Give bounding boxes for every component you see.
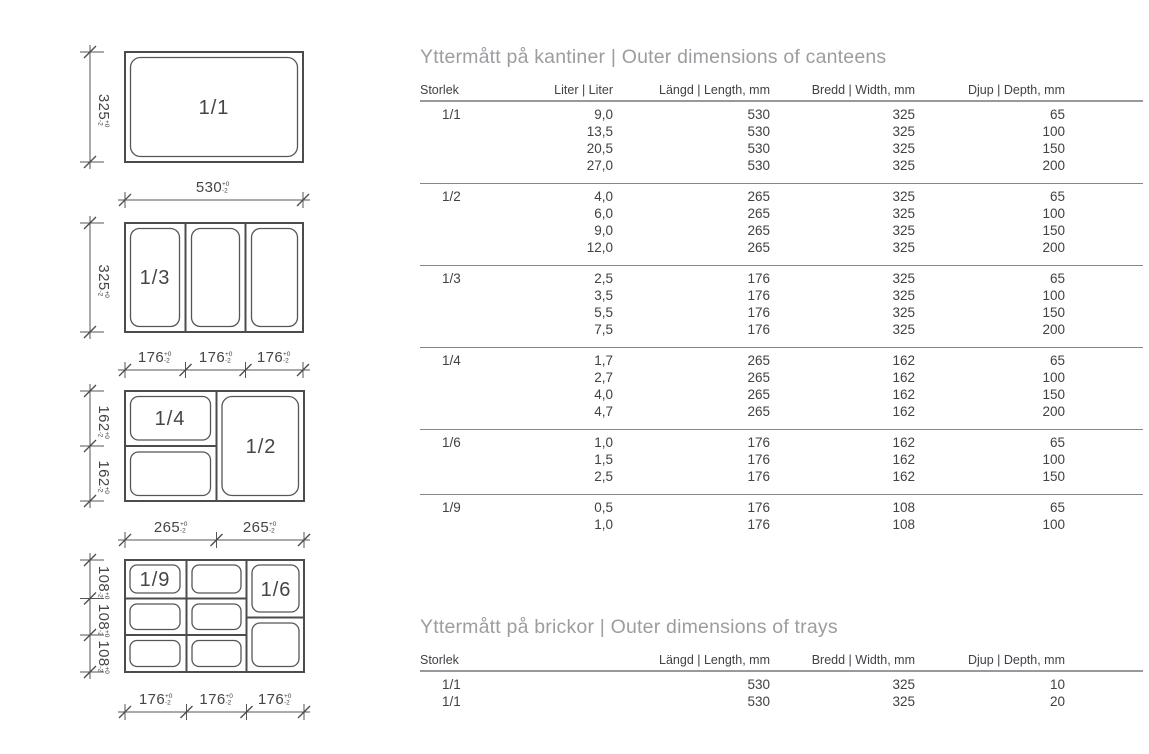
value-cell: 1,5: [594, 452, 613, 467]
value-cell: 13,5: [586, 124, 613, 139]
value-cell: 162: [892, 387, 915, 402]
row-filler: [1065, 266, 1143, 288]
value-cell: 325: [892, 240, 915, 255]
value-cell: 20: [1049, 694, 1065, 709]
value-cell: 265: [747, 223, 770, 238]
dim-label-width: 176: [256, 349, 284, 366]
table-header-row: [420, 70, 1143, 101]
size-cell: [420, 123, 495, 140]
dim-tolerance: +0 -2: [269, 521, 277, 535]
pan-inner-rim: [192, 565, 241, 593]
dim-tolerance: +0-2: [96, 592, 110, 600]
value-cell: 100: [1042, 206, 1065, 221]
height-dimension-162x2: [80, 384, 112, 508]
pan-diagram-1-1: [80, 45, 310, 208]
pan-inner-rim: [252, 623, 299, 667]
trays-dimensions-table: [420, 640, 1143, 719]
value-cell: 108: [892, 517, 915, 532]
table-row: [420, 184, 1143, 206]
row-filler: [1065, 348, 1143, 370]
table-row: [420, 348, 1143, 370]
value-cell: 265: [747, 240, 770, 255]
row-filler: [1065, 671, 1143, 693]
width-dimension-530: [118, 179, 310, 208]
dim-label-width: 176: [137, 349, 165, 366]
table-row: [420, 239, 1143, 266]
row-filler: [1065, 369, 1143, 386]
header-filler: [1065, 640, 1143, 671]
value-cell: 530: [747, 124, 770, 139]
row-filler: [1065, 101, 1143, 123]
value-cell: 176: [747, 500, 770, 515]
table-row: [420, 287, 1143, 304]
value-cell: 265: [747, 370, 770, 385]
value-cell: 150: [1042, 305, 1065, 320]
table-row: [420, 386, 1143, 403]
dim-label-width: 176: [138, 691, 166, 708]
size-cell: [420, 321, 495, 348]
table-row: [420, 140, 1143, 157]
table-header-row: [420, 640, 1143, 671]
dim-label-width: 176: [257, 691, 285, 708]
value-cell: 0,5: [594, 500, 613, 515]
pan-label-1-4: 1/4: [154, 408, 186, 430]
table-row: [420, 403, 1143, 430]
value-cell: 1,7: [594, 353, 613, 368]
column-header: Liter | Liter: [495, 70, 613, 101]
row-filler: [1065, 140, 1143, 157]
trays-section-title: Yttermått på brickor | Outer dimensions of trays: [420, 616, 838, 638]
value-cell: 65: [1049, 107, 1065, 122]
row-filler: [1065, 693, 1143, 719]
value-cell: 7,5: [594, 322, 613, 337]
value-cell: 100: [1042, 124, 1065, 139]
dim-tolerance: +0 -2: [225, 351, 233, 365]
value-cell: 200: [1042, 158, 1065, 173]
size-cell: [420, 304, 495, 321]
value-cell: 530: [747, 677, 770, 692]
dim-tolerance: +0 -2: [222, 181, 230, 195]
value-cell: 100: [1042, 452, 1065, 467]
value-cell: 6,0: [594, 206, 613, 221]
table-row: [420, 101, 1143, 123]
size-group-4: [420, 430, 1143, 495]
column-header: Längd | Length, mm: [495, 640, 770, 671]
value-cell: 3,5: [594, 288, 613, 303]
row-filler: [1065, 184, 1143, 206]
height-dimension-325: [80, 45, 112, 169]
pan-inner-rim: [252, 229, 298, 327]
size-cell: [420, 369, 495, 386]
pan-label-1-1: 1/1: [198, 97, 230, 119]
row-filler: [1065, 516, 1143, 542]
column-header: Storlek: [420, 640, 495, 671]
value-cell: 200: [1042, 404, 1065, 419]
size-cell: [420, 386, 495, 403]
size-cell: [420, 287, 495, 304]
value-cell: 162: [892, 353, 915, 368]
row-filler: [1065, 287, 1143, 304]
value-cell: 325: [892, 189, 915, 204]
value-cell: 10: [1049, 677, 1065, 692]
value-cell: 4,0: [594, 387, 613, 402]
value-cell: 530: [747, 694, 770, 709]
dim-tolerance: +0-2: [96, 120, 110, 128]
size-cell: 1/3: [442, 271, 461, 286]
row-filler: [1065, 321, 1143, 348]
column-header: Bredd | Width, mm: [770, 640, 915, 671]
width-dimension-176x3: [118, 349, 310, 378]
width-dimension-265x2: [118, 519, 310, 548]
value-cell: 200: [1042, 240, 1065, 255]
value-cell: 65: [1049, 189, 1065, 204]
size-cell: [420, 239, 495, 266]
table-row: [420, 430, 1143, 452]
size-group-3: [420, 348, 1143, 430]
value-cell: 150: [1042, 469, 1065, 484]
value-cell: 12,0: [586, 240, 613, 255]
row-filler: [1065, 123, 1143, 140]
dim-tolerance: +0-2: [96, 290, 110, 298]
value-cell: 325: [892, 677, 915, 692]
size-cell: 1/2: [442, 189, 461, 204]
table-row: [420, 451, 1143, 468]
pan-diagram-1-3: [80, 216, 310, 378]
value-cell: 176: [747, 288, 770, 303]
canteens-section: [420, 46, 1143, 542]
dim-tolerance: +0-2: [96, 666, 110, 674]
dim-tolerance: +0 -2: [225, 693, 233, 707]
value-cell: 325: [892, 158, 915, 173]
pan-label-1-2: 1/2: [245, 436, 277, 458]
dim-tolerance: +0-2: [96, 630, 110, 638]
pan-inner-rim: [192, 229, 240, 327]
value-cell: 200: [1042, 322, 1065, 337]
value-cell: 265: [747, 387, 770, 402]
size-cell: 1/6: [442, 435, 461, 450]
size-cell: [420, 205, 495, 222]
dim-tolerance: +0 -2: [165, 693, 173, 707]
pan-inner-rim: [131, 452, 211, 496]
column-header: Bredd | Width, mm: [770, 70, 915, 101]
size-cell: 1/1: [442, 107, 461, 122]
size-group-0: [420, 101, 1143, 184]
table-row: [420, 468, 1143, 495]
column-header: Storlek: [420, 70, 495, 101]
value-cell: 65: [1049, 271, 1065, 286]
value-cell: 176: [747, 517, 770, 532]
value-cell: 325: [892, 107, 915, 122]
value-cell: 2,5: [594, 469, 613, 484]
pan-label-1-9: 1/9: [139, 569, 171, 591]
pan-inner-rim: [130, 604, 180, 630]
value-cell: 100: [1042, 288, 1065, 303]
pan-diagram-1-9-1-6: [80, 553, 310, 720]
value-cell: 325: [892, 305, 915, 320]
dim-tolerance: +0 -2: [164, 351, 172, 365]
canteens-table-head: [420, 70, 1143, 101]
table-row: [420, 369, 1143, 386]
row-filler: [1065, 403, 1143, 430]
value-cell: 265: [747, 353, 770, 368]
value-cell: 530: [747, 107, 770, 122]
value-cell: 9,0: [594, 107, 613, 122]
value-cell: 150: [1042, 141, 1065, 156]
size-group-1: [420, 184, 1143, 266]
value-cell: 530: [747, 141, 770, 156]
value-cell: 150: [1042, 223, 1065, 238]
value-cell: 176: [747, 435, 770, 450]
height-dimension-108x3: [80, 553, 112, 679]
size-group-2: [420, 266, 1143, 348]
value-cell: 162: [892, 469, 915, 484]
value-cell: 325: [892, 288, 915, 303]
size-cell: 1/9: [442, 500, 461, 515]
dim-label-width: 265: [153, 519, 181, 536]
dim-label-height: 108: [95, 603, 112, 631]
size-cell: [420, 157, 495, 184]
column-header: Djup | Depth, mm: [915, 70, 1065, 101]
value-cell: 65: [1049, 353, 1065, 368]
value-cell: 325: [892, 223, 915, 238]
value-cell: 325: [892, 141, 915, 156]
size-cell: [420, 140, 495, 157]
value-cell: 4,7: [594, 404, 613, 419]
canteens-section-title: Yttermått på kantiner | Outer dimensions of canteens: [420, 46, 887, 68]
pan-inner-rim: [192, 604, 241, 630]
value-cell: 176: [747, 322, 770, 337]
table-row: [420, 157, 1143, 184]
value-cell: 176: [747, 305, 770, 320]
value-cell: 100: [1042, 517, 1065, 532]
value-cell: 162: [892, 452, 915, 467]
size-cell: [420, 222, 495, 239]
value-cell: 325: [892, 206, 915, 221]
row-filler: [1065, 205, 1143, 222]
dim-label-height: 108: [95, 640, 112, 667]
dim-label-width: 176: [199, 691, 226, 708]
column-header: Djup | Depth, mm: [915, 640, 1065, 671]
row-filler: [1065, 222, 1143, 239]
column-header: Längd | Length, mm: [613, 70, 770, 101]
table-row: [420, 321, 1143, 348]
value-cell: 65: [1049, 500, 1065, 515]
row-filler: [1065, 157, 1143, 184]
dim-label-height: 162: [95, 405, 112, 432]
row-filler: [1065, 239, 1143, 266]
dim-label-width: 530: [195, 179, 223, 196]
dim-label-height: 162: [95, 460, 112, 487]
row-filler: [1065, 304, 1143, 321]
table-row: [420, 693, 1143, 719]
value-cell: 1,0: [594, 435, 613, 450]
dim-label-height: 108: [95, 565, 112, 593]
value-cell: 325: [892, 271, 915, 286]
value-cell: 265: [747, 206, 770, 221]
value-cell: 20,5: [586, 141, 613, 156]
dim-tolerance: +0-2: [96, 431, 110, 439]
size-group-5: [420, 495, 1143, 543]
dim-tolerance: +0 -2: [284, 693, 292, 707]
table-row: [420, 495, 1143, 517]
size-cell: 1/1: [442, 694, 461, 709]
value-cell: 325: [892, 694, 915, 709]
table-row: [420, 222, 1143, 239]
width-dimension-176x3: [118, 691, 310, 720]
size-cell: 1/1: [442, 677, 461, 692]
dim-tolerance: +0 -2: [283, 351, 291, 365]
size-cell: [420, 403, 495, 430]
dim-label-height: 325: [95, 264, 112, 291]
row-filler: [1065, 468, 1143, 495]
dim-tolerance: +0-2: [96, 486, 110, 494]
trays-section: [420, 616, 1143, 719]
value-cell: 176: [747, 452, 770, 467]
size-cell: [420, 468, 495, 495]
value-cell: 176: [747, 271, 770, 286]
value-cell: 2,7: [594, 370, 613, 385]
row-filler: [1065, 386, 1143, 403]
dim-label-height: 325: [95, 93, 112, 121]
header-filler: [1065, 70, 1143, 101]
value-cell: 100: [1042, 370, 1065, 385]
value-cell: 4,0: [594, 189, 613, 204]
pan-inner-rim: [130, 641, 180, 667]
table-row: [420, 304, 1143, 321]
row-filler: [1065, 495, 1143, 517]
trays-table-head: [420, 640, 1143, 671]
height-dimension-325: [80, 216, 112, 339]
dim-label-width: 176: [198, 349, 226, 366]
pan-diagram-1-4-1-2: [80, 384, 310, 548]
value-cell: 2,5: [594, 271, 613, 286]
dim-tolerance: +0 -2: [180, 521, 188, 535]
pan-label-1-6: 1/6: [260, 579, 292, 601]
dim-label-width: 265: [242, 519, 270, 536]
value-cell: 325: [892, 322, 915, 337]
value-cell: 1,0: [594, 517, 613, 532]
value-cell: 9,0: [594, 223, 613, 238]
canteens-dimensions-table: [420, 70, 1143, 542]
pan-label-1-3: 1/3: [139, 267, 171, 289]
size-cell: [420, 451, 495, 468]
row-filler: [1065, 430, 1143, 452]
value-cell: 265: [747, 189, 770, 204]
table-row: [420, 123, 1143, 140]
row-filler: [1065, 451, 1143, 468]
size-cell: 1/4: [442, 353, 461, 368]
value-cell: 265: [747, 404, 770, 419]
pan-size-diagrams: [0, 0, 410, 754]
trays-rows: [420, 671, 1143, 719]
value-cell: 325: [892, 124, 915, 139]
value-cell: 5,5: [594, 305, 613, 320]
value-cell: 176: [747, 469, 770, 484]
table-row: [420, 266, 1143, 288]
value-cell: 27,0: [586, 158, 613, 173]
value-cell: 162: [892, 370, 915, 385]
value-cell: 162: [892, 404, 915, 419]
value-cell: 530: [747, 158, 770, 173]
value-cell: 150: [1042, 387, 1065, 402]
size-cell: [420, 516, 495, 542]
table-row: [420, 516, 1143, 542]
value-cell: 108: [892, 500, 915, 515]
value-cell: 162: [892, 435, 915, 450]
value-cell: 65: [1049, 435, 1065, 450]
table-row: [420, 205, 1143, 222]
pan-inner-rim: [192, 641, 241, 667]
table-row: [420, 671, 1143, 693]
